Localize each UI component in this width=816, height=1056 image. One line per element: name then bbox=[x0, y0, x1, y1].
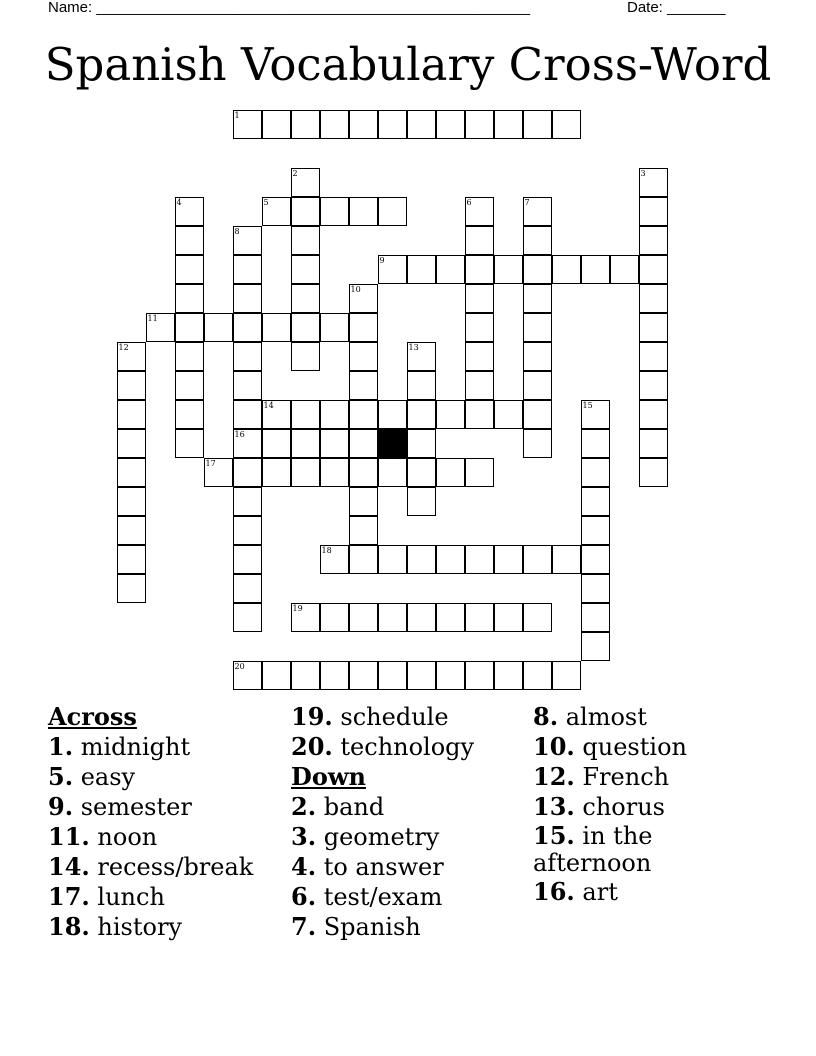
grid-cell[interactable] bbox=[233, 574, 262, 603]
grid-cell[interactable] bbox=[291, 168, 320, 197]
grid-cell[interactable] bbox=[349, 516, 378, 545]
clue-across-17: 17. lunch bbox=[48, 882, 165, 911]
grid-cell[interactable] bbox=[581, 458, 610, 487]
grid-cell[interactable] bbox=[320, 197, 349, 226]
clue-number: 17 bbox=[205, 458, 216, 468]
grid-cell[interactable] bbox=[320, 429, 349, 458]
grid-cell[interactable] bbox=[523, 284, 552, 313]
grid-cell[interactable] bbox=[523, 342, 552, 371]
grid-cell[interactable] bbox=[639, 400, 668, 429]
clue-down-2: 2. band bbox=[291, 792, 385, 821]
grid-cell[interactable] bbox=[407, 458, 436, 487]
grid-cell[interactable] bbox=[175, 429, 204, 458]
grid-cell[interactable] bbox=[117, 545, 146, 574]
grid-cell[interactable] bbox=[291, 255, 320, 284]
grid-cell[interactable] bbox=[465, 342, 494, 371]
grid-cell[interactable] bbox=[378, 603, 407, 632]
clues-column-1 bbox=[48, 702, 253, 942]
clue-down-8: 8. almost bbox=[533, 702, 647, 731]
grid-cell[interactable] bbox=[233, 429, 262, 458]
grid-cell[interactable] bbox=[639, 197, 668, 226]
grid-cell[interactable] bbox=[436, 110, 465, 139]
grid-cell[interactable] bbox=[407, 371, 436, 400]
grid-cell[interactable] bbox=[233, 603, 262, 632]
clue-number: 7 bbox=[524, 197, 530, 207]
grid-cell[interactable] bbox=[523, 603, 552, 632]
grid-cell[interactable] bbox=[436, 545, 465, 574]
grid-cell[interactable] bbox=[262, 197, 291, 226]
clues-column-2 bbox=[291, 702, 474, 942]
grid-cell[interactable] bbox=[262, 110, 291, 139]
clue-number: 13 bbox=[408, 342, 419, 352]
grid-cell[interactable] bbox=[465, 371, 494, 400]
grid-cell[interactable] bbox=[465, 110, 494, 139]
grid-cell[interactable] bbox=[349, 661, 378, 690]
grid-cell[interactable] bbox=[523, 429, 552, 458]
grid-cell[interactable] bbox=[581, 545, 610, 574]
grid-cell[interactable] bbox=[436, 661, 465, 690]
grid-cell[interactable] bbox=[349, 458, 378, 487]
grid-cell[interactable] bbox=[407, 429, 436, 458]
grid-cell[interactable] bbox=[639, 313, 668, 342]
clue-down-12: 12. French bbox=[533, 762, 670, 791]
grid-cell[interactable] bbox=[349, 342, 378, 371]
grid-cell[interactable] bbox=[320, 400, 349, 429]
clue-across-20: 20. technology bbox=[291, 732, 475, 761]
clue-across-14: 14. recess/break bbox=[48, 852, 254, 881]
grid-cell[interactable] bbox=[175, 342, 204, 371]
clue-number: 14 bbox=[263, 400, 274, 410]
grid-cell[interactable] bbox=[117, 487, 146, 516]
clue-across-11: 11. noon bbox=[48, 822, 158, 851]
clue-across-1: 1. midnight bbox=[48, 732, 191, 761]
grid-cell[interactable] bbox=[581, 429, 610, 458]
grid-cell[interactable] bbox=[291, 400, 320, 429]
clue-number: 19 bbox=[292, 603, 303, 613]
grid-cell[interactable] bbox=[117, 516, 146, 545]
grid-cell[interactable] bbox=[262, 458, 291, 487]
grid-cell[interactable] bbox=[639, 429, 668, 458]
grid-cell[interactable] bbox=[349, 400, 378, 429]
grid-cell[interactable] bbox=[523, 255, 552, 284]
grid-cell[interactable] bbox=[378, 400, 407, 429]
grid-cell[interactable] bbox=[349, 545, 378, 574]
clues-column-3 bbox=[533, 702, 793, 907]
grid-cell[interactable] bbox=[291, 458, 320, 487]
grid-cell[interactable] bbox=[262, 661, 291, 690]
grid-cell[interactable] bbox=[639, 226, 668, 255]
clue-down-7: 7. Spanish bbox=[291, 912, 421, 941]
grid-cell[interactable] bbox=[465, 255, 494, 284]
clue-number: 3 bbox=[640, 168, 646, 178]
grid-cell[interactable] bbox=[233, 458, 262, 487]
grid-cell[interactable] bbox=[407, 545, 436, 574]
grid-cell[interactable] bbox=[320, 661, 349, 690]
grid-cell[interactable] bbox=[581, 574, 610, 603]
grid-cell[interactable] bbox=[233, 400, 262, 429]
grid-cell[interactable] bbox=[639, 284, 668, 313]
grid-cell[interactable] bbox=[175, 255, 204, 284]
clue-number: 11 bbox=[147, 313, 158, 323]
clue-across-19: 19. schedule bbox=[291, 702, 449, 731]
grid-cell[interactable] bbox=[349, 197, 378, 226]
clue-number: 2 bbox=[292, 168, 298, 178]
grid-cell[interactable] bbox=[378, 110, 407, 139]
clue-number: 16 bbox=[234, 429, 245, 439]
grid-cell[interactable] bbox=[639, 342, 668, 371]
grid-cell[interactable] bbox=[465, 400, 494, 429]
clue-down-10: 10. question bbox=[533, 732, 687, 761]
grid-cell[interactable] bbox=[494, 110, 523, 139]
grid-cell[interactable] bbox=[291, 429, 320, 458]
grid-cell[interactable] bbox=[465, 226, 494, 255]
grid-cell[interactable] bbox=[349, 371, 378, 400]
grid-cell[interactable] bbox=[175, 313, 204, 342]
grid-cell[interactable] bbox=[552, 545, 581, 574]
grid-cell[interactable] bbox=[320, 545, 349, 574]
across-heading: Across bbox=[48, 702, 137, 731]
grid-cell[interactable] bbox=[233, 342, 262, 371]
grid-cell[interactable] bbox=[378, 458, 407, 487]
clue-number: 9 bbox=[379, 255, 385, 265]
grid-cell[interactable] bbox=[465, 458, 494, 487]
grid-cell[interactable] bbox=[436, 603, 465, 632]
grid-cell[interactable] bbox=[291, 342, 320, 371]
down-heading: Down bbox=[291, 762, 366, 791]
grid-cell[interactable] bbox=[523, 371, 552, 400]
grid-cell[interactable] bbox=[639, 458, 668, 487]
clue-number: 8 bbox=[234, 226, 240, 236]
grid-cell[interactable] bbox=[349, 313, 378, 342]
clue-down-13: 13. chorus bbox=[533, 792, 665, 821]
grid-cell[interactable] bbox=[233, 516, 262, 545]
grid-cell[interactable] bbox=[262, 429, 291, 458]
clue-down-16: 16. art bbox=[533, 877, 618, 906]
clue-down-6: 6. test/exam bbox=[291, 882, 443, 911]
grid-cell[interactable] bbox=[494, 545, 523, 574]
grid-cell[interactable] bbox=[610, 255, 639, 284]
grid-cell[interactable] bbox=[465, 545, 494, 574]
grid-cell[interactable] bbox=[117, 342, 146, 371]
grid-cell[interactable] bbox=[552, 661, 581, 690]
grid-cell[interactable] bbox=[320, 110, 349, 139]
grid-cell[interactable] bbox=[175, 400, 204, 429]
grid-cell[interactable] bbox=[291, 284, 320, 313]
clue-across-18: 18. history bbox=[48, 912, 182, 941]
grid-cell[interactable] bbox=[407, 603, 436, 632]
grid-cell[interactable] bbox=[523, 197, 552, 226]
grid-cell[interactable] bbox=[117, 371, 146, 400]
grid-cell[interactable] bbox=[204, 458, 233, 487]
grid-cell[interactable] bbox=[175, 371, 204, 400]
grid-cell[interactable] bbox=[233, 313, 262, 342]
grid-cell[interactable] bbox=[552, 110, 581, 139]
grid-cell[interactable] bbox=[233, 661, 262, 690]
grid-cell[interactable] bbox=[378, 545, 407, 574]
grid-cell[interactable] bbox=[436, 458, 465, 487]
clue-down-3: 3. geometry bbox=[291, 822, 440, 851]
grid-cell[interactable] bbox=[291, 603, 320, 632]
clue-number: 5 bbox=[263, 197, 269, 207]
grid-cell[interactable] bbox=[494, 400, 523, 429]
grid-cell[interactable] bbox=[465, 603, 494, 632]
grid-cell[interactable] bbox=[581, 400, 610, 429]
grid-cell[interactable] bbox=[581, 632, 610, 661]
grid-cell[interactable] bbox=[378, 197, 407, 226]
grid-cell[interactable] bbox=[581, 255, 610, 284]
grid-cell[interactable] bbox=[378, 661, 407, 690]
grid-cell[interactable] bbox=[494, 661, 523, 690]
grid-cell[interactable] bbox=[233, 545, 262, 574]
clue-number: 15 bbox=[582, 400, 593, 410]
clue-number: 1 bbox=[234, 110, 240, 120]
grid-cell[interactable] bbox=[233, 284, 262, 313]
grid-cell[interactable] bbox=[407, 255, 436, 284]
grid-cell[interactable] bbox=[407, 400, 436, 429]
grid-cell[interactable] bbox=[523, 661, 552, 690]
grid-cell[interactable] bbox=[320, 458, 349, 487]
grid-cell[interactable] bbox=[262, 400, 291, 429]
grid-cell[interactable] bbox=[581, 487, 610, 516]
grid-cell[interactable] bbox=[175, 197, 204, 226]
grid-cell[interactable] bbox=[320, 603, 349, 632]
grid-cell[interactable] bbox=[523, 110, 552, 139]
grid-cell[interactable] bbox=[523, 226, 552, 255]
grid-cell[interactable] bbox=[639, 371, 668, 400]
grid-cell[interactable] bbox=[407, 342, 436, 371]
grid-cell[interactable] bbox=[320, 313, 349, 342]
grid-cell[interactable] bbox=[233, 226, 262, 255]
clue-number: 6 bbox=[466, 197, 472, 207]
grid-cell[interactable] bbox=[349, 429, 378, 458]
grid-cell[interactable] bbox=[291, 110, 320, 139]
clue-down-4: 4. to answer bbox=[291, 852, 444, 881]
clue-across-9: 9. semester bbox=[48, 792, 192, 821]
grid-cell[interactable] bbox=[146, 313, 175, 342]
grid-cell[interactable] bbox=[117, 458, 146, 487]
grid-cell[interactable] bbox=[233, 110, 262, 139]
name-field[interactable]: Name: ____________________________________________________ bbox=[48, 0, 531, 16]
grid-cell[interactable] bbox=[291, 313, 320, 342]
date-field[interactable]: Date: _______ bbox=[627, 0, 726, 16]
clue-across-5: 5. easy bbox=[48, 762, 136, 791]
clue-down-15: 15. in the afternoon bbox=[533, 821, 653, 877]
grid-cell[interactable] bbox=[639, 168, 668, 197]
grid-cell[interactable] bbox=[349, 603, 378, 632]
grid-cell[interactable] bbox=[523, 400, 552, 429]
grid-cell[interactable] bbox=[523, 545, 552, 574]
grid-cell[interactable] bbox=[291, 661, 320, 690]
grid-cell[interactable] bbox=[407, 487, 436, 516]
grid-cell[interactable] bbox=[581, 516, 610, 545]
grid-cell[interactable] bbox=[175, 226, 204, 255]
clue-number: 10 bbox=[350, 284, 361, 294]
grid-cell[interactable] bbox=[117, 429, 146, 458]
grid-cell[interactable] bbox=[465, 313, 494, 342]
grid-cell[interactable] bbox=[639, 255, 668, 284]
grid-cell[interactable] bbox=[465, 661, 494, 690]
grid-cell[interactable] bbox=[436, 400, 465, 429]
grid-cell[interactable] bbox=[407, 661, 436, 690]
grid-cell[interactable] bbox=[233, 371, 262, 400]
grid-cell[interactable] bbox=[378, 255, 407, 284]
grid-cell[interactable] bbox=[349, 487, 378, 516]
grid-cell[interactable] bbox=[465, 284, 494, 313]
grid-cell[interactable] bbox=[117, 400, 146, 429]
grid-cell[interactable] bbox=[523, 313, 552, 342]
clue-number: 20 bbox=[234, 661, 245, 671]
grid-cell[interactable] bbox=[262, 313, 291, 342]
grid-cell[interactable] bbox=[233, 487, 262, 516]
clue-number: 18 bbox=[321, 545, 332, 555]
grid-cell[interactable] bbox=[204, 313, 233, 342]
clue-number: 4 bbox=[176, 197, 182, 207]
grid-cell[interactable] bbox=[407, 110, 436, 139]
grid-cell[interactable] bbox=[175, 284, 204, 313]
grid-cell[interactable] bbox=[349, 284, 378, 313]
black-cell bbox=[378, 429, 407, 458]
grid-cell[interactable] bbox=[436, 255, 465, 284]
grid-cell[interactable] bbox=[552, 255, 581, 284]
grid-cell[interactable] bbox=[465, 197, 494, 226]
clue-number: 12 bbox=[118, 342, 129, 352]
grid-cell[interactable] bbox=[349, 110, 378, 139]
grid-cell[interactable] bbox=[233, 255, 262, 284]
grid-cell[interactable] bbox=[494, 603, 523, 632]
grid-cell[interactable] bbox=[581, 603, 610, 632]
page-title: Spanish Vocabulary Cross-Word bbox=[44, 38, 772, 91]
grid-cell[interactable] bbox=[117, 574, 146, 603]
grid-cell[interactable] bbox=[494, 255, 523, 284]
grid-cell[interactable] bbox=[291, 197, 320, 226]
grid-cell[interactable] bbox=[291, 226, 320, 255]
